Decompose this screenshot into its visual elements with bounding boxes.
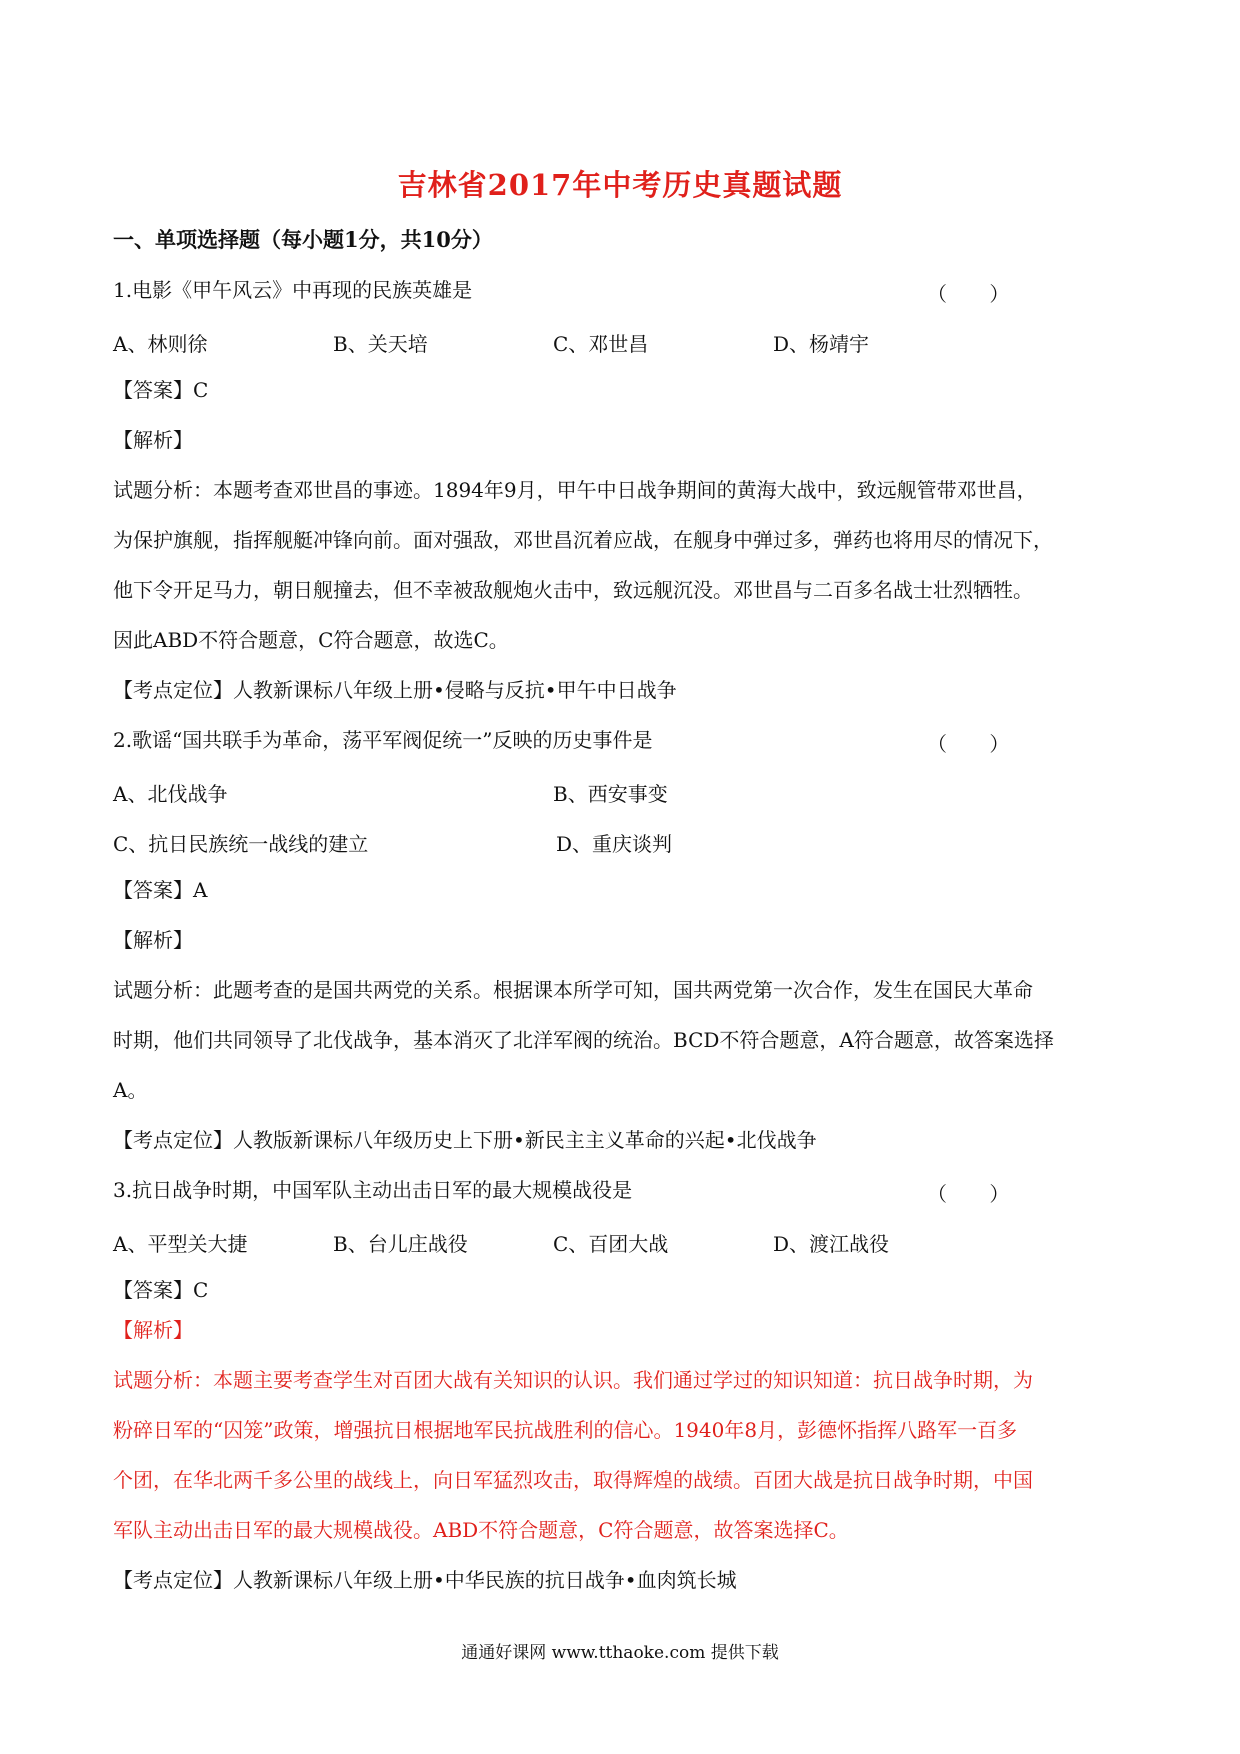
question-3-option-b: B、台儿庄战役 — [333, 1232, 468, 1256]
question-1-analysis-line: 他下令开足马力，朝日舰撞去，但不幸被敌舰炮火击中，致远舰沉没。邓世昌与二百多名战士壮烈牺牲。 — [113, 578, 1033, 602]
question-3-answer-blank: （ ） — [927, 1182, 1028, 1206]
question-2-analysis-line: A。 — [113, 1078, 148, 1102]
question-1-stem: 1.电影《甲午风云》中再现的民族英雄是 — [113, 278, 473, 302]
question-2-analysis-line: 试题分析：此题考查的是国共两党的关系。根据课本所学可知，国共两党第一次合作，发生在国民大革命 — [113, 978, 1033, 1002]
question-2-key-point: 【考点定位】人教版新课标八年级历史上下册•新民主主义革命的兴起•北伐战争 — [113, 1128, 817, 1152]
question-1-answer-blank: （ ） — [927, 282, 1028, 306]
question-3-analysis-line: 试题分析：本题主要考查学生对百团大战有关知识的认识。我们通过学过的知识知道：抗日战争时期，为 — [113, 1368, 1033, 1392]
question-1-key-point: 【考点定位】人教新课标八年级上册•侵略与反抗•甲午中日战争 — [113, 678, 677, 702]
question-2-answer: 【答案】A — [113, 878, 208, 902]
question-1-option-c: C、邓世昌 — [553, 332, 649, 356]
question-2-answer-blank: （ ） — [927, 732, 1028, 756]
question-2-option-b: B、西安事变 — [553, 782, 668, 806]
question-1-analysis-line: 试题分析：本题考查邓世昌的事迹。1894年9月，甲午中日战争期间的黄海大战中，致远舰管带邓世昌， — [113, 478, 1037, 502]
question-3-analysis-label: 【解析】 — [113, 1318, 193, 1342]
question-3-stem: 3.抗日战争时期，中国军队主动出击日军的最大规模战役是 — [113, 1178, 633, 1202]
question-1-option-a: A、林则徐 — [113, 332, 208, 356]
page-footer: 通通好课网 www.tthaoke.com 提供下载 — [461, 1643, 779, 1663]
question-3-analysis-line: 军队主动出击日军的最大规模战役。ABD不符合题意，C符合题意，故答案选择C。 — [113, 1518, 849, 1542]
question-2-option-c: C、抗日民族统一战线的建立 — [113, 832, 369, 856]
question-3-analysis-line: 个团，在华北两千多公里的战线上，向日军猛烈攻击，取得辉煌的战绩。百团大战是抗日战争时期，中国 — [113, 1468, 1033, 1492]
question-2-analysis-line: 时期，他们共同领导了北伐战争，基本消灭了北洋军阀的统治。BCD不符合题意，A符合题意，故答案选择 — [113, 1028, 1054, 1052]
question-3-option-a: A、平型关大捷 — [113, 1232, 248, 1256]
question-1-option-d: D、杨靖宇 — [773, 332, 870, 356]
section-heading: 一、单项选择题（每小题1分，共10分） — [113, 227, 493, 252]
question-3-analysis-line: 粉碎日军的“囚笼”政策，增强抗日根据地军民抗战胜利的信心。1940年8月，彭德怀指挥八路军一百多 — [113, 1418, 1018, 1442]
question-2-option-a: A、北伐战争 — [113, 782, 228, 806]
question-1-analysis-line: 因此ABD不符合题意，C符合题意，故选C。 — [113, 628, 509, 652]
question-3-option-c: C、百团大战 — [553, 1232, 669, 1256]
question-3-option-d: D、渡江战役 — [773, 1232, 890, 1256]
question-1-analysis-line: 为保护旗舰，指挥舰艇冲锋向前。面对强敌，邓世昌沉着应战，在舰身中弹过多，弹药也将用尽的情况下， — [113, 528, 1053, 552]
question-1-analysis-label: 【解析】 — [113, 428, 193, 452]
question-3-answer: 【答案】C — [113, 1278, 209, 1302]
question-1-option-b: B、关天培 — [333, 332, 428, 356]
question-1-answer: 【答案】C — [113, 378, 209, 402]
question-2-analysis-label: 【解析】 — [113, 928, 193, 952]
question-2-stem: 2.歌谣“国共联手为革命，荡平军阀促统一”反映的历史事件是 — [113, 728, 653, 752]
question-3-key-point: 【考点定位】人教新课标八年级上册•中华民族的抗日战争•血肉筑长城 — [113, 1568, 737, 1592]
question-2-option-d: D、重庆谈判 — [556, 832, 673, 856]
page-title: 吉林省2017年中考历史真题试题 — [397, 168, 843, 202]
